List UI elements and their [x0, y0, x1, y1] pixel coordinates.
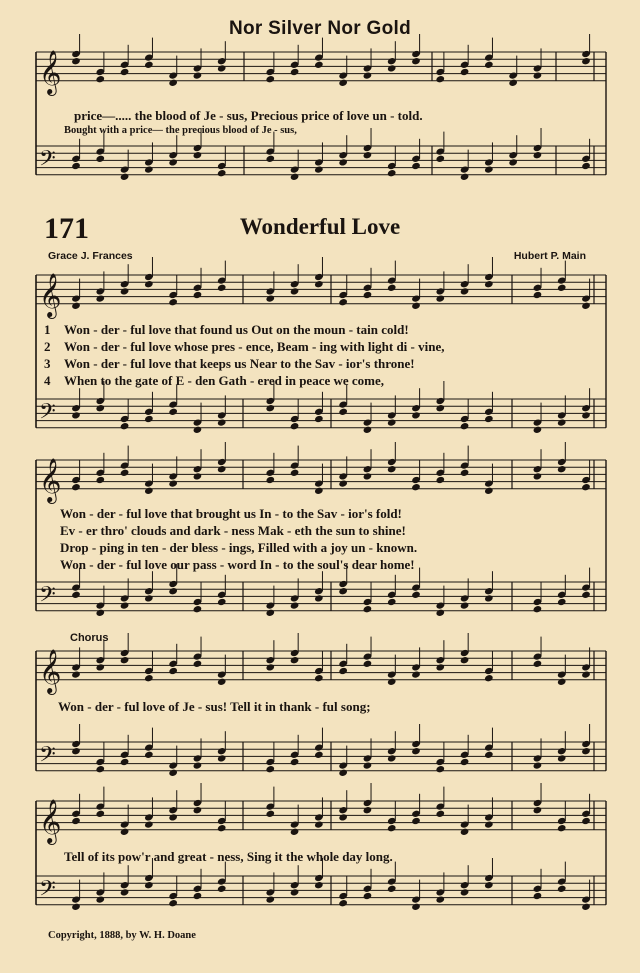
note-head [460, 601, 470, 609]
note-head [460, 828, 470, 836]
note-head [193, 761, 203, 769]
note-head [338, 298, 348, 306]
note-head [266, 765, 276, 773]
note-head [314, 881, 324, 889]
note-head [363, 291, 373, 299]
note-head [120, 287, 130, 295]
note-head [168, 587, 178, 595]
note-head [120, 601, 130, 609]
note-head [557, 284, 567, 292]
note-head [217, 169, 227, 177]
note-head [144, 165, 154, 173]
note-head [436, 476, 446, 484]
note-head [557, 885, 567, 893]
note-head [484, 280, 494, 288]
note-head [266, 810, 276, 818]
note-head [71, 483, 81, 491]
verse-4-line-2: Won - der - ful love our pass - word In - to the soul's dear home! [60, 557, 415, 572]
note-head [338, 813, 348, 821]
treble-clef-icon: 𝄞 [39, 272, 62, 317]
note-head [363, 71, 373, 79]
note-head [484, 594, 494, 602]
note-head [290, 828, 300, 836]
note-head [436, 895, 446, 903]
note-head [71, 162, 81, 170]
note-head [533, 151, 543, 159]
note-head [144, 487, 154, 495]
note-head [144, 594, 154, 602]
note-head [168, 479, 178, 487]
note-head [144, 415, 154, 423]
note-head [533, 472, 543, 480]
verse-number: 4 [44, 373, 51, 388]
note-head [168, 667, 178, 675]
note-head [120, 828, 130, 836]
note-head [96, 75, 106, 83]
note-head [581, 591, 591, 599]
note-head [314, 594, 324, 602]
note-head [484, 820, 494, 828]
note-head [168, 769, 178, 777]
note-head [193, 806, 203, 814]
treble-clef-icon: 𝄞 [39, 798, 62, 843]
note-head [387, 598, 397, 606]
note-head [290, 469, 300, 477]
note-head [338, 79, 348, 87]
note-head [484, 415, 494, 423]
note-head [533, 660, 543, 668]
note-head [290, 422, 300, 430]
note-head [314, 280, 324, 288]
author-credit: Grace J. Frances [48, 250, 133, 262]
note-head [411, 483, 421, 491]
note-head [460, 173, 470, 181]
note-head [387, 824, 397, 832]
note-head [363, 806, 373, 814]
note-head [120, 469, 130, 477]
note-head [120, 173, 130, 181]
verse-2-line-2: Ev - er thro' clouds and dark - ness Mak - eth the sun to shine! [60, 523, 406, 538]
note-head [411, 162, 421, 170]
note-head [484, 674, 494, 682]
note-head [338, 667, 348, 675]
note-head [363, 472, 373, 480]
note-head [290, 888, 300, 896]
note-head [411, 591, 421, 599]
note-head [71, 57, 81, 65]
note-head [144, 674, 154, 682]
note-head [557, 754, 567, 762]
note-head [460, 758, 470, 766]
note-head [363, 660, 373, 668]
note-head [266, 404, 276, 412]
note-head [96, 294, 106, 302]
note-head [144, 881, 154, 889]
note-head [411, 411, 421, 419]
note-head [168, 298, 178, 306]
note-head [411, 670, 421, 678]
note-head [581, 747, 591, 755]
note-head [460, 422, 470, 430]
note-head [460, 469, 470, 477]
note-head [411, 817, 421, 825]
note-head [168, 813, 178, 821]
note-head [363, 151, 373, 159]
note-head [581, 670, 591, 678]
note-head [314, 820, 324, 828]
verse-text: Won - der - ful love that keeps us Near to the Sav - ior's throne! [64, 356, 415, 371]
note-head [581, 162, 591, 170]
note-head [120, 758, 130, 766]
note-head [266, 895, 276, 903]
note-head [508, 79, 518, 87]
note-head [96, 476, 106, 484]
verse-3-line-2: Drop - ping in ten - der bless - ings, Filled with a joy un - known. [60, 540, 418, 555]
note-head [168, 79, 178, 87]
note-head [290, 68, 300, 76]
verse-4-line-1 [44, 373, 384, 389]
note-head [411, 903, 421, 911]
note-head [120, 422, 130, 430]
note-head [387, 885, 397, 893]
note-head [71, 903, 81, 911]
note-head [314, 61, 324, 69]
note-head [96, 663, 106, 671]
note-head [557, 465, 567, 473]
note-head [533, 605, 543, 613]
hymn-title: Wonderful Love [239, 214, 401, 239]
note-head [411, 747, 421, 755]
note-head [484, 881, 494, 889]
note-head [581, 903, 591, 911]
note-head [266, 75, 276, 83]
note-head [217, 418, 227, 426]
note-head [387, 169, 397, 177]
note-head [484, 165, 494, 173]
note-head [436, 810, 446, 818]
note-head [387, 465, 397, 473]
note-head [290, 287, 300, 295]
verse-1-line-2: Won - der - ful love that brought us In - to the Sav - ior's fold! [60, 506, 402, 521]
note-head [314, 165, 324, 173]
note-head [387, 678, 397, 686]
note-head [436, 294, 446, 302]
note-head [144, 61, 154, 69]
note-head [290, 656, 300, 664]
note-head [338, 769, 348, 777]
note-head [314, 415, 324, 423]
note-head [71, 411, 81, 419]
note-head [290, 758, 300, 766]
bass-clef-icon: 𝄢 [39, 876, 56, 907]
note-head [96, 810, 106, 818]
note-head [217, 465, 227, 473]
verse-text: Won - der - ful love that found us Out on the moun - tain cold! [64, 322, 409, 337]
previous-hymn-lyric-main: price—..... the blood of Je - sus, Precious price of love un - told. [74, 108, 423, 123]
note-head [120, 656, 130, 664]
chorus-line-2: Tell of its pow'r and great - ness, Sing it the whole day long. [64, 849, 393, 864]
note-head [436, 155, 446, 163]
note-head [338, 587, 348, 595]
note-head [290, 173, 300, 181]
note-head [581, 302, 591, 310]
note-head [266, 609, 276, 617]
note-head [168, 408, 178, 416]
note-head [217, 885, 227, 893]
note-head [363, 605, 373, 613]
note-head [193, 472, 203, 480]
note-head [217, 64, 227, 72]
note-head [533, 806, 543, 814]
note-head [71, 302, 81, 310]
composer-credit: Hubert P. Main [513, 250, 586, 262]
note-head [557, 678, 567, 686]
note-head [338, 408, 348, 416]
note-head [484, 751, 494, 759]
note-head [96, 155, 106, 163]
note-head [120, 888, 130, 896]
note-head [460, 68, 470, 76]
note-head [557, 598, 567, 606]
note-head [508, 158, 518, 166]
note-head [193, 291, 203, 299]
verse-text: When to the gate of E - den Gath - ered in peace we come, [64, 373, 385, 388]
bass-clef-icon: 𝄢 [39, 582, 56, 613]
note-head [581, 817, 591, 825]
verse-number: 3 [44, 356, 51, 371]
copyright-notice: Copyright, 1888, by W. H. Doane [48, 930, 196, 941]
bass-clef-icon: 𝄢 [39, 146, 56, 177]
note-head [314, 487, 324, 495]
note-head [363, 761, 373, 769]
previous-hymn-lyric-alt: Bought with a price— the precious blood of Je - sus, [64, 125, 297, 136]
note-head [193, 660, 203, 668]
note-head [436, 404, 446, 412]
note-head [363, 892, 373, 900]
note-head [387, 418, 397, 426]
verse-number: 2 [44, 339, 51, 354]
note-head [338, 899, 348, 907]
note-head [290, 601, 300, 609]
note-head [217, 824, 227, 832]
verse-number: 1 [44, 322, 51, 337]
note-head [193, 892, 203, 900]
verse-2-line-1 [44, 339, 445, 355]
note-head [411, 57, 421, 65]
note-head [96, 895, 106, 903]
note-head [71, 591, 81, 599]
verse-3-line-1 [44, 356, 415, 372]
note-head [581, 483, 591, 491]
note-head [144, 280, 154, 288]
note-head [314, 674, 324, 682]
verse-text: Won - der - ful love whose pres - ence, Beam - ing with light di - vine, [64, 339, 445, 354]
note-head [168, 899, 178, 907]
note-head [71, 817, 81, 825]
note-head [266, 294, 276, 302]
note-head [71, 747, 81, 755]
note-head [266, 476, 276, 484]
note-head [411, 302, 421, 310]
treble-clef-icon: 𝄞 [39, 648, 62, 693]
note-head [533, 426, 543, 434]
chorus-label: Chorus [70, 632, 109, 644]
note-head [484, 61, 494, 69]
note-head [557, 418, 567, 426]
note-head [193, 426, 203, 434]
note-head [363, 426, 373, 434]
note-head [338, 158, 348, 166]
note-head [533, 761, 543, 769]
bass-clef-icon: 𝄢 [39, 399, 56, 430]
hymn-number: 171 [44, 212, 89, 245]
verse-1-line-1 [44, 322, 409, 338]
note-head [387, 284, 397, 292]
note-head [533, 892, 543, 900]
note-head [533, 71, 543, 79]
note-head [96, 404, 106, 412]
note-head [436, 663, 446, 671]
note-head [96, 609, 106, 617]
note-head [144, 751, 154, 759]
treble-clef-icon: 𝄞 [39, 49, 62, 94]
bass-clef-icon: 𝄢 [39, 742, 56, 773]
note-head [460, 287, 470, 295]
note-head [266, 155, 276, 163]
note-head [581, 411, 591, 419]
note-head [217, 598, 227, 606]
note-head [387, 64, 397, 72]
note-head [436, 609, 446, 617]
note-head [533, 291, 543, 299]
note-head [338, 479, 348, 487]
note-head [96, 765, 106, 773]
note-head [460, 656, 470, 664]
note-head [436, 765, 446, 773]
note-head [71, 670, 81, 678]
note-head [193, 605, 203, 613]
note-head [581, 57, 591, 65]
note-head [484, 487, 494, 495]
note-head [193, 71, 203, 79]
previous-hymn-title: Nor Silver Nor Gold [228, 18, 411, 39]
note-head [217, 754, 227, 762]
note-head [168, 158, 178, 166]
note-head [460, 888, 470, 896]
note-head [436, 75, 446, 83]
note-head [217, 678, 227, 686]
note-head [387, 754, 397, 762]
treble-clef-icon: 𝄞 [39, 457, 62, 502]
note-head [557, 824, 567, 832]
note-head [217, 284, 227, 292]
note-head [266, 663, 276, 671]
note-head [193, 151, 203, 159]
note-head [120, 68, 130, 76]
note-head [144, 820, 154, 828]
chorus-line-1: Won - der - ful love of Je - sus! Tell it in thank - ful song; [58, 699, 371, 714]
note-head [314, 751, 324, 759]
